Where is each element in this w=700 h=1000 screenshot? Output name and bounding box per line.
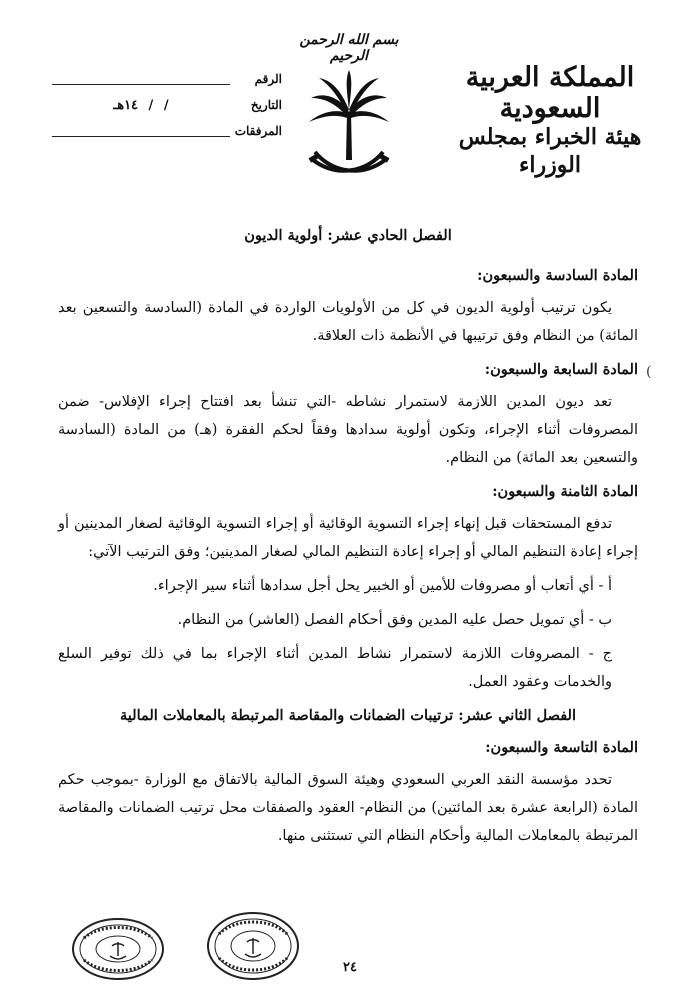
article-78-item-b: ب - أي تمويل حصل عليه المدين وفق أحكام الفصل (العاشر) من النظام. (177, 612, 612, 628)
document-body (58, 222, 638, 856)
article-79-title: المادة التاسعة والسبعون: (485, 739, 638, 756)
article-78-title: المادة الثامنة والسبعون: (492, 483, 638, 500)
date-label: التاريخ (250, 98, 282, 112)
kingdom-name: المملكة العربية السعودية (465, 62, 635, 125)
emblem-block (294, 32, 404, 186)
date-value: / / ١٤هـ (113, 97, 169, 113)
article-78-text: تدفع المستحقات قبل إنهاء إجراء التسوية الوقائية أو إجراء التسوية الوقائية لصغار المدينين أو إجراء إعادة التنظيم المالي أو إجراء إعادة التنظيم المالي لصغار المدينين؛ وفق الترتيب الآتي: (58, 516, 638, 560)
ref-number-line (52, 74, 230, 85)
article-77-title: المادة السابعة والسبعون: (484, 361, 638, 378)
attachments-label: المرفقات (234, 124, 282, 138)
chapter-11-title: الفصل الحادي عشر: أولوية الديون (244, 227, 452, 244)
date-row (52, 92, 282, 118)
authority-name: هيئة الخبراء بمجلس الوزراء (458, 124, 642, 178)
reference-block (52, 66, 282, 144)
margin-mark: ( (646, 364, 652, 380)
organization-block (430, 62, 670, 179)
basmala: بسم الله الرحمن الرحيم (299, 32, 399, 64)
article-79-text: تحدد مؤسسة النقد العربي السعودي وهيئة السوق المالية بالاتفاق مع الوزارة -بموجب حكم المادة (الرابعة عشرة بعد المائتين) من النظام- العقود والصفقات محل ترتيب الضمانات والمقاصة المرتبطة بالمعاملات المالية وأحكام النظام التي تستثنى منها. (58, 772, 638, 844)
article-77-text: تعد ديون المدين اللازمة لاستمرار نشاطه -التي تنشأ بعد افتتاح إجراء الإفلاس- ضمن المصروفات أثناء الإجراء، وتكون أولوية سدادها وفقاً لحكم الفقرة (هـ) من المادة (السادسة والتسعين بعد المائة) من النظام. (58, 394, 638, 466)
article-76-title: المادة السادسة والسبعون: (477, 267, 638, 284)
article-78-item-c: ج - المصروفات اللازمة لاستمرار نشاط المدين أثناء الإجراء بما في ذلك توفير السلع والخدمات وعقود العمل. (58, 646, 612, 690)
palm-swords-emblem-icon (301, 68, 397, 186)
page-number: ٢٤ (343, 960, 357, 975)
ref-number-label: الرقم (254, 72, 282, 86)
attachments-line (52, 126, 230, 137)
ref-number-row (52, 66, 282, 92)
article-76-text: يكون ترتيب أولوية الديون في كل من الأولويات الواردة في المادة (السادسة والتسعين بعد المائة) من النظام وفق ترتيبها في الأنظمة ذات العلاقة. (58, 300, 638, 344)
article-78-item-a: أ - أي أتعاب أو مصروفات للأمين أو الخبير يحل أجل سدادها أثناء سير الإجراء. (153, 578, 612, 594)
attachments-row (52, 118, 282, 144)
chapter-12-title: الفصل الثاني عشر: ترتيبات الضمانات والمقاصة المرتبطة بالمعاملات المالية (120, 707, 576, 724)
